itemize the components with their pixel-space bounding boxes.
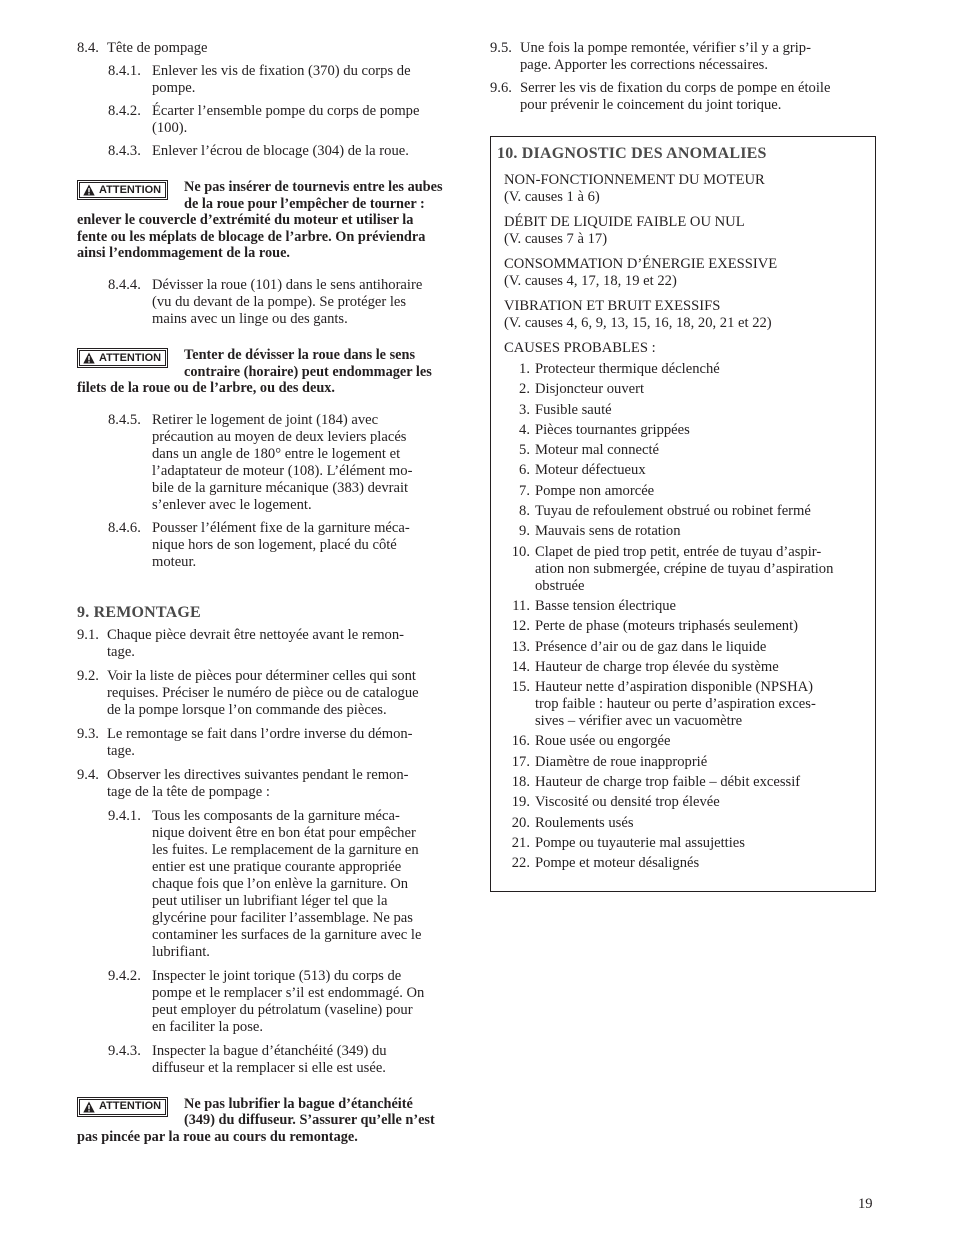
numbered-item bbox=[77, 63, 465, 97]
text-line: tage. bbox=[107, 742, 135, 759]
text-line: nique doivent être en bon état pour empêcher bbox=[152, 824, 416, 841]
text-line: dans un angle de 180° entre le logement et bbox=[152, 445, 401, 462]
cause-number: 4. bbox=[519, 421, 530, 438]
numbered-item bbox=[77, 668, 465, 719]
cause-text bbox=[530, 639, 875, 656]
section-8-4 bbox=[77, 40, 465, 57]
symptom-entry bbox=[504, 172, 875, 206]
text-line: nique hors de son logement, placé du côté bbox=[152, 536, 397, 553]
symptom-title: NON-FONCTIONNEMENT DU MOTEUR bbox=[504, 172, 765, 188]
cause-number: 3. bbox=[519, 401, 530, 418]
attention-badge bbox=[77, 180, 168, 200]
causes-title: CAUSES PROBABLES : bbox=[504, 340, 656, 356]
symptom-causes-ref: (V. causes 7 à 17) bbox=[504, 231, 608, 247]
diagnostic-heading: 10. DIAGNOSTIC DES ANOMALIES bbox=[497, 145, 767, 162]
warning-triangle-icon bbox=[83, 352, 95, 364]
warning-triangle-icon bbox=[83, 1101, 95, 1113]
text-line: (vu du devant de la pompe). Se protéger les bbox=[152, 293, 407, 310]
cause-item bbox=[504, 381, 875, 398]
text-line: bile de la garniture mécanique (383) devrait bbox=[152, 479, 409, 496]
numbered-item bbox=[77, 412, 465, 514]
cause-text bbox=[530, 442, 875, 459]
item-number: 9.5. bbox=[490, 40, 512, 56]
text-line: Dévisser la roue (101) dans le sens antihoraire bbox=[152, 276, 423, 293]
warning-line: (349) du diffuseur. S’assurer qu’elle n’est bbox=[184, 1112, 435, 1129]
section-heading: 9. REMONTAGE bbox=[77, 603, 201, 621]
section-8-4-subitems bbox=[77, 63, 465, 160]
text-line: Basse tension électrique bbox=[535, 597, 677, 614]
cause-text bbox=[530, 774, 875, 791]
text-line: Fusible sauté bbox=[535, 401, 612, 418]
warning-line: fente ou les méplats de blocage de l’arbre. On préviendra bbox=[77, 228, 426, 245]
text-line: l’adaptateur de moteur (108). L’élément mo- bbox=[152, 462, 413, 479]
symptom-causes-ref: (V. causes 1 à 6) bbox=[504, 189, 600, 205]
item-number: 8.4.6. bbox=[108, 519, 141, 536]
attention-label: ATTENTION bbox=[99, 351, 162, 364]
item-number: 8.4.4. bbox=[108, 276, 141, 293]
cause-number: 7. bbox=[519, 482, 530, 499]
cause-item bbox=[504, 361, 875, 378]
cause-item bbox=[504, 462, 875, 479]
text-line: Roulements usés bbox=[535, 814, 634, 831]
text-line: Diamètre de roue inapproprié bbox=[535, 753, 708, 770]
cause-text bbox=[530, 598, 875, 615]
text-line: entier est une pratique courante appropriée bbox=[152, 858, 402, 875]
text-line: contaminer les surfaces de la garniture avec le bbox=[152, 926, 422, 943]
text-line: obstruée bbox=[535, 577, 585, 594]
text-line: mains avec un linge ou des gants. bbox=[152, 310, 348, 327]
text-line: pour prévenir le coincement du joint torique. bbox=[520, 97, 782, 113]
symptom-entry bbox=[504, 298, 875, 332]
cause-item bbox=[504, 835, 875, 852]
text-line: Serrer les vis de fixation du corps de pompe en étoile bbox=[520, 80, 831, 96]
text-line: Moteur défectueux bbox=[535, 462, 646, 479]
item-number: 8.4.2. bbox=[108, 103, 141, 119]
attention-badge bbox=[77, 1097, 168, 1117]
item-number: 9.4.3. bbox=[108, 1042, 141, 1059]
text-line: sives – vérifier avec un vacuomètre bbox=[535, 713, 743, 730]
cause-number: 18. bbox=[511, 774, 530, 791]
item-text bbox=[107, 726, 465, 760]
cause-text bbox=[530, 855, 875, 872]
cause-text bbox=[530, 754, 875, 771]
cause-item bbox=[504, 679, 875, 730]
cause-text bbox=[530, 544, 875, 595]
attention-badge bbox=[77, 348, 168, 368]
cause-number: 19. bbox=[511, 794, 530, 811]
item-text bbox=[152, 143, 465, 160]
warning-line: enlever le couvercle d’extrémité du moteur et utiliser la bbox=[77, 212, 414, 229]
text-line: Pousser l’élément fixe de la garniture méca- bbox=[152, 519, 410, 536]
text-line: Retirer le logement de joint (184) avec bbox=[152, 411, 379, 428]
cause-item bbox=[504, 544, 875, 595]
text-line: pompe. bbox=[152, 80, 196, 96]
numbered-item bbox=[77, 103, 465, 137]
text-line: Enlever les vis de fixation (370) du corps de bbox=[152, 63, 411, 79]
cause-number: 21. bbox=[511, 834, 530, 851]
text-line: Tous les composants de la garniture méca- bbox=[152, 807, 400, 824]
item-number: 9.1. bbox=[77, 626, 99, 643]
cause-item bbox=[504, 402, 875, 419]
text-line: Tuyau de refoulement obstrué ou robinet fermé bbox=[535, 503, 811, 520]
numbered-item bbox=[77, 767, 465, 801]
text-line: ation non submergée, crépine de tuyau d’aspiration bbox=[535, 560, 834, 577]
text-line: de la pompe lorsque l’on commande des pièces. bbox=[107, 701, 387, 718]
numbered-item bbox=[490, 40, 878, 74]
text-line: Écarter l’ensemble pompe du corps de pompe bbox=[152, 103, 420, 119]
cause-number: 5. bbox=[519, 442, 530, 459]
cause-number: 6. bbox=[519, 462, 530, 479]
text-line: Hauteur de charge trop faible – débit excessif bbox=[535, 774, 801, 791]
cause-text bbox=[530, 815, 875, 832]
cause-number: 20. bbox=[511, 814, 530, 831]
attention-label: ATTENTION bbox=[99, 183, 162, 196]
cause-item bbox=[504, 855, 875, 872]
symptom-list bbox=[491, 172, 875, 332]
text-line: tage de la tête de pompage : bbox=[107, 783, 270, 800]
text-line: Roue usée ou engorgée bbox=[535, 733, 671, 750]
text-line: Pompe ou tuyauterie mal assujetties bbox=[535, 834, 745, 851]
right-column bbox=[490, 40, 878, 120]
item-number: 9.4. bbox=[77, 766, 99, 783]
text-line: Hauteur nette d’aspiration disponible (NPSHA) bbox=[535, 679, 814, 696]
text-line: Perte de phase (moteurs triphasés seulement) bbox=[535, 618, 799, 635]
cause-text bbox=[530, 618, 875, 635]
numbered-item bbox=[77, 808, 465, 961]
item-text bbox=[152, 520, 465, 571]
symptom-title: CONSOMMATION D’ÉNERGIE EXESSIVE bbox=[504, 256, 778, 272]
text-line: glycérine pour faciliter l’assemblage. Ne pas bbox=[152, 909, 413, 926]
text-line: moteur. bbox=[152, 553, 197, 570]
text-line: peut utiliser un lubrifiant léger tel que la bbox=[152, 892, 388, 909]
text-line: diffuseur et la remplacer si elle est usée. bbox=[152, 1059, 386, 1076]
cause-text bbox=[530, 503, 875, 520]
text-line: page. Apporter les corrections nécessaires. bbox=[520, 57, 768, 73]
cause-text bbox=[530, 381, 875, 398]
section-8-4-5 bbox=[77, 412, 465, 514]
item-text bbox=[152, 1043, 465, 1077]
text-line: pompe et le remplacer s’il est endommagé. On bbox=[152, 984, 425, 1001]
symptom-title: DÉBIT DE LIQUIDE FAIBLE OU NUL bbox=[504, 214, 745, 230]
text-line: trop faible : hauteur ou perte d’aspiration exces- bbox=[535, 696, 816, 713]
item-text bbox=[152, 412, 465, 514]
numbered-item bbox=[77, 277, 465, 328]
text-line: Moteur mal connecté bbox=[535, 442, 659, 459]
item-number: 8.4.1. bbox=[108, 63, 141, 79]
item-text bbox=[152, 277, 465, 328]
symptom-entry bbox=[504, 256, 875, 290]
symptom-title: VIBRATION ET BRUIT EXESSIFS bbox=[504, 298, 721, 314]
item-number: 9.4.1. bbox=[108, 807, 141, 824]
text-line: s’enlever avec le logement. bbox=[152, 496, 312, 513]
section-9-remontage bbox=[77, 604, 465, 1077]
cause-item bbox=[504, 503, 875, 520]
cause-text bbox=[530, 483, 875, 500]
cause-number: 12. bbox=[511, 618, 530, 635]
cause-number: 2. bbox=[519, 381, 530, 398]
cause-item bbox=[504, 523, 875, 540]
cause-text bbox=[530, 794, 875, 811]
section-9-items bbox=[77, 627, 465, 801]
attention-label: ATTENTION bbox=[99, 1100, 162, 1113]
item-text bbox=[107, 668, 465, 719]
cause-number: 16. bbox=[511, 733, 530, 750]
text-line: Clapet de pied trop petit, entrée de tuyau d’aspir- bbox=[535, 543, 822, 560]
text-line: Observer les directives suivantes pendant le remon- bbox=[107, 766, 409, 783]
cause-item bbox=[504, 794, 875, 811]
item-number: 8.4. bbox=[77, 40, 99, 56]
warning-triangle-icon bbox=[83, 184, 95, 196]
cause-text bbox=[530, 659, 875, 676]
numbered-item bbox=[77, 520, 465, 571]
symptom-entry bbox=[504, 214, 875, 248]
cause-text bbox=[530, 679, 875, 730]
cause-item bbox=[504, 815, 875, 832]
numbered-item bbox=[77, 726, 465, 760]
warning-line: Tenter de dévisser la roue dans le sens bbox=[184, 346, 416, 363]
page-number: 19 bbox=[858, 1196, 873, 1212]
section-9-4-subitems bbox=[77, 808, 465, 1077]
text-line: Présence d’air ou de gaz dans le liquide bbox=[535, 638, 767, 655]
cause-item bbox=[504, 598, 875, 615]
text-line: Disjoncteur ouvert bbox=[535, 381, 645, 398]
text-line: Inspecter la bague d’étanchéité (349) du bbox=[152, 1042, 387, 1059]
cause-text bbox=[530, 835, 875, 852]
cause-number: 1. bbox=[519, 361, 530, 377]
diagnostic-box bbox=[490, 136, 876, 892]
cause-text bbox=[530, 402, 875, 419]
item-text bbox=[520, 40, 878, 74]
item-text bbox=[152, 968, 465, 1036]
cause-text bbox=[530, 462, 875, 479]
cause-item bbox=[504, 483, 875, 500]
cause-number: 9. bbox=[519, 523, 530, 540]
cause-text bbox=[530, 523, 875, 540]
cause-list bbox=[491, 361, 875, 872]
cause-number: 22. bbox=[511, 855, 530, 872]
text-line: Le remontage se fait dans l’ordre inverse du démon- bbox=[107, 725, 413, 742]
item-text bbox=[152, 63, 465, 97]
text-line: (100). bbox=[152, 120, 188, 136]
text-line: Mauvais sens de rotation bbox=[535, 523, 681, 540]
warning-line: Ne pas insérer de tournevis entre les aubes bbox=[184, 179, 443, 195]
numbered-item bbox=[77, 627, 465, 661]
cause-number: 10. bbox=[511, 543, 530, 560]
cause-text bbox=[530, 422, 875, 439]
cause-number: 13. bbox=[511, 638, 530, 655]
cause-number: 14. bbox=[511, 658, 530, 675]
cause-number: 15. bbox=[511, 679, 530, 696]
item-number: 9.6. bbox=[490, 80, 512, 96]
text-line: Inspecter le joint torique (513) du corps de bbox=[152, 967, 402, 984]
cause-number: 17. bbox=[511, 753, 530, 770]
cause-item bbox=[504, 639, 875, 656]
item-number: 9.2. bbox=[77, 667, 99, 684]
item-text bbox=[520, 80, 878, 114]
section-8-4-4 bbox=[77, 277, 465, 328]
cause-item bbox=[504, 733, 875, 750]
warning-line: Ne pas lubrifier la bague d’étanchéité bbox=[184, 1095, 413, 1112]
text-line: Enlever l’écrou de blocage (304) de la roue. bbox=[152, 143, 409, 159]
text-line: Protecteur thermique déclenché bbox=[535, 361, 720, 377]
numbered-item bbox=[77, 143, 465, 160]
text-line: Pompe non amorcée bbox=[535, 482, 655, 499]
attention-warning-1 bbox=[77, 179, 465, 262]
text-line: peut employer du pétrolatum (vaseline) pour bbox=[152, 1001, 413, 1018]
symptom-causes-ref: (V. causes 4, 17, 18, 19 et 22) bbox=[504, 273, 677, 289]
text-line: Hauteur de charge trop élevée du système bbox=[535, 658, 779, 675]
attention-warning-2 bbox=[77, 347, 465, 397]
numbered-item bbox=[77, 1043, 465, 1077]
text-line: requises. Préciser le numéro de pièce ou de catalogue bbox=[107, 684, 419, 701]
left-column bbox=[77, 40, 465, 1161]
cause-number: 11. bbox=[512, 597, 530, 614]
cause-number: 8. bbox=[519, 503, 530, 520]
warning-line: contraire (horaire) peut endommager les bbox=[184, 363, 432, 380]
text-line: Une fois la pompe remontée, vérifier s’il y a grip- bbox=[520, 40, 811, 56]
item-text: Tête de pompage bbox=[107, 40, 208, 56]
cause-item bbox=[504, 754, 875, 771]
item-text bbox=[107, 627, 465, 661]
text-line: Chaque pièce devrait être nettoyée avant le remon- bbox=[107, 626, 404, 643]
cause-text bbox=[530, 361, 875, 378]
text-line: Voir la liste de pièces pour déterminer celles qui sont bbox=[107, 667, 416, 684]
item-number: 9.4.2. bbox=[108, 967, 141, 984]
item-number: 8.4.3. bbox=[108, 143, 141, 159]
warning-line: pas pincée par la roue au cours du remontage. bbox=[77, 1128, 358, 1145]
item-number: 9.3. bbox=[77, 725, 99, 742]
text-line: en faciliter la pose. bbox=[152, 1018, 264, 1035]
text-line: précaution au moyen de deux leviers placés bbox=[152, 428, 407, 445]
cause-text bbox=[530, 733, 875, 750]
warning-line: filets de la roue ou de l’arbre, ou des deux. bbox=[77, 380, 336, 397]
text-line: Pièces tournantes grippées bbox=[535, 421, 690, 438]
text-line: chaque fois que l’on enlève la garniture. On bbox=[152, 875, 409, 892]
text-line: les fuites. Le remplacement de la garniture en bbox=[152, 841, 419, 858]
item-text bbox=[152, 103, 465, 137]
symptom-causes-ref: (V. causes 4, 6, 9, 13, 15, 16, 18, 20, 21 et 22) bbox=[504, 315, 772, 331]
numbered-item bbox=[490, 80, 878, 114]
section-9-continued bbox=[490, 40, 878, 114]
cause-item bbox=[504, 422, 875, 439]
cause-item bbox=[504, 774, 875, 791]
item-text bbox=[107, 767, 465, 801]
text-line: tage. bbox=[107, 643, 135, 660]
attention-warning-3 bbox=[77, 1096, 465, 1146]
text-line: lubrifiant. bbox=[152, 943, 210, 960]
text-line: Pompe et moteur désalignés bbox=[535, 855, 700, 872]
item-number: 8.4.5. bbox=[108, 411, 141, 428]
warning-line: de la roue pour l’empêcher de tourner : bbox=[184, 195, 425, 212]
warning-line: ainsi l’endommagement de la roue. bbox=[77, 245, 290, 262]
section-8-4-6 bbox=[77, 520, 465, 571]
numbered-item bbox=[77, 968, 465, 1036]
text-line: Viscosité ou densité trop élevée bbox=[535, 794, 720, 811]
cause-item bbox=[504, 659, 875, 676]
cause-item bbox=[504, 442, 875, 459]
item-text bbox=[152, 808, 465, 961]
cause-item bbox=[504, 618, 875, 635]
